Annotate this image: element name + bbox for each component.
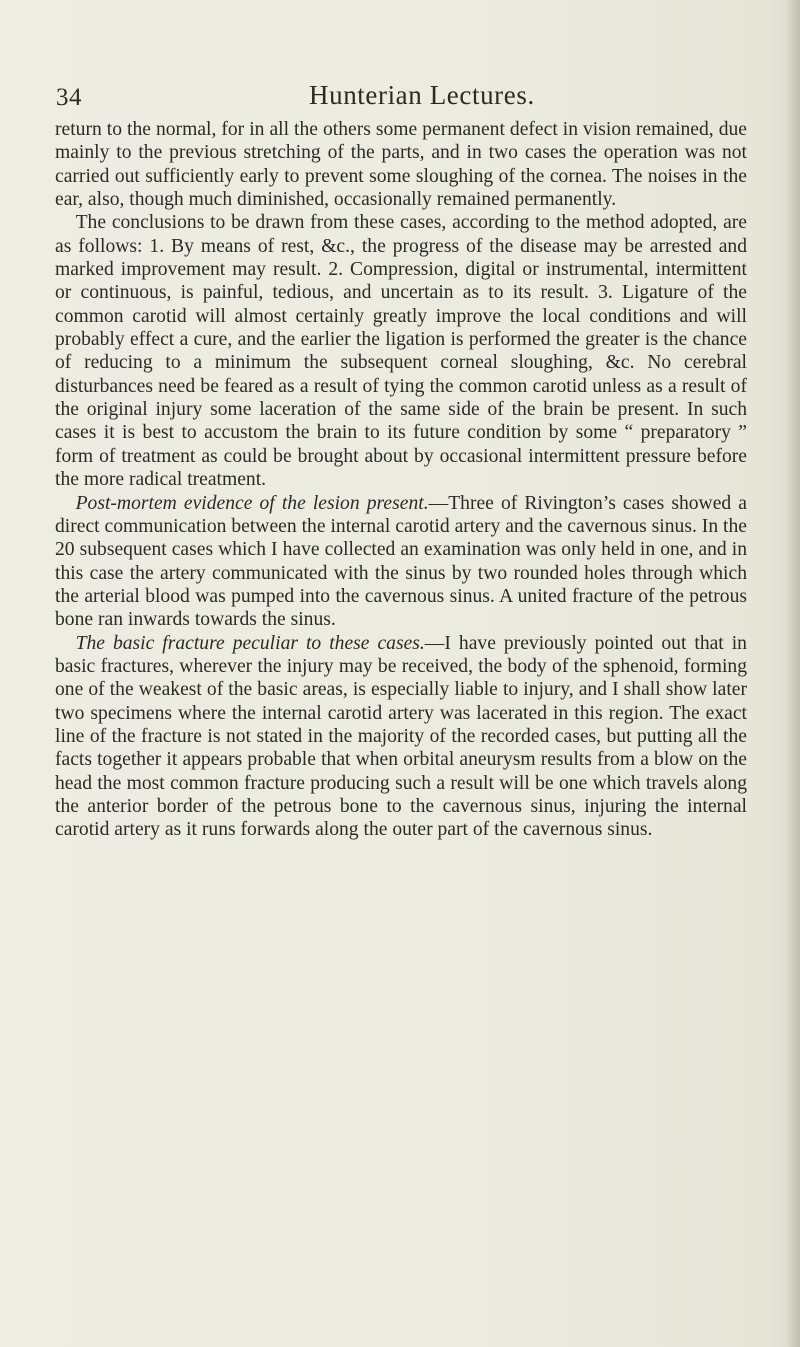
paragraph-basic-fracture bbox=[55, 632, 747, 842]
paragraph-continuation bbox=[55, 118, 747, 211]
paragraph-text: —Three of Rivington’s cases showed a direct communication between the internal carotid artery and the cavernous sinus. In the 20 subsequent cases which I have collected an examination was only held in one, and in this case the artery communicated with the sinus by two rounded holes through which the arterial blood was pumped into the cavernous sinus. A united fracture of the petrous bone ran inwards towards the sinus. bbox=[55, 492, 747, 631]
paragraph-text: return to the normal, for in all the others some permanent defect in vision remained, due mainly to the previous stretching of the parts, and in two cases the operation was not carried out sufficiently early to prevent some sloughing of the cornea. The noises in the ear, also, though much diminished, occasionally remained permanently. bbox=[55, 119, 747, 211]
page-edge-shadow bbox=[786, 0, 800, 1347]
page-header bbox=[56, 74, 746, 114]
body-text bbox=[55, 118, 747, 842]
paragraph-conclusions bbox=[55, 211, 747, 491]
section-heading-italic: The basic fracture peculiar to these cases. bbox=[75, 632, 425, 654]
paragraph-post-mortem bbox=[55, 492, 747, 632]
paragraph-text: The conclusions to be drawn from these cases, according to the method adopted, are as follows: 1. By means of rest, &c., the progress of the disease may be arrested and marked improvement may result. 2. Compression, digital or instrumental, intermittent or continuous, is painful, tedious, and uncertain as to its result. 3. Ligature of the common carotid will almost certainly greatly improve the local conditions and will probably effect a cure, and the earlier the ligation is performed the greater is the chance of reducing to a minimum the subsequent corneal sloughing, &c. No cerebral disturbances need be feared as a result of tying the common carotid unless as a result of the original injury some laceration of the same side of the brain be present. In such cases it is best to accustom the brain to its future condition by some “ preparatory ” form of treatment as could be brought about by occasional intermittent pressure before the more radical treatment. bbox=[55, 212, 747, 491]
running-title: Hunterian Lectures. bbox=[309, 80, 535, 110]
section-heading-italic: Post-mortem evidence of the lesion present. bbox=[75, 492, 429, 514]
page-number: 34 bbox=[56, 84, 82, 111]
paragraph-text: —I have previously pointed out that in basic fractures, wherever the injury may be received, the body of the sphenoid, forming one of the weakest of the basic areas, is especially liable to injury, and I shall show later two specimens where the internal carotid artery was lacerated in this region. The exact line of the fracture is not stated in the majority of the recorded cases, but putting all the facts together it appears probable that when orbital aneurysm results from a blow on the head the most common fracture producing such a result will be one which travels along the anterior border of the petrous bone to the cavernous sinus, injuring the internal carotid artery as it runs forwards along the outer part of the cavernous sinus. bbox=[55, 632, 747, 841]
